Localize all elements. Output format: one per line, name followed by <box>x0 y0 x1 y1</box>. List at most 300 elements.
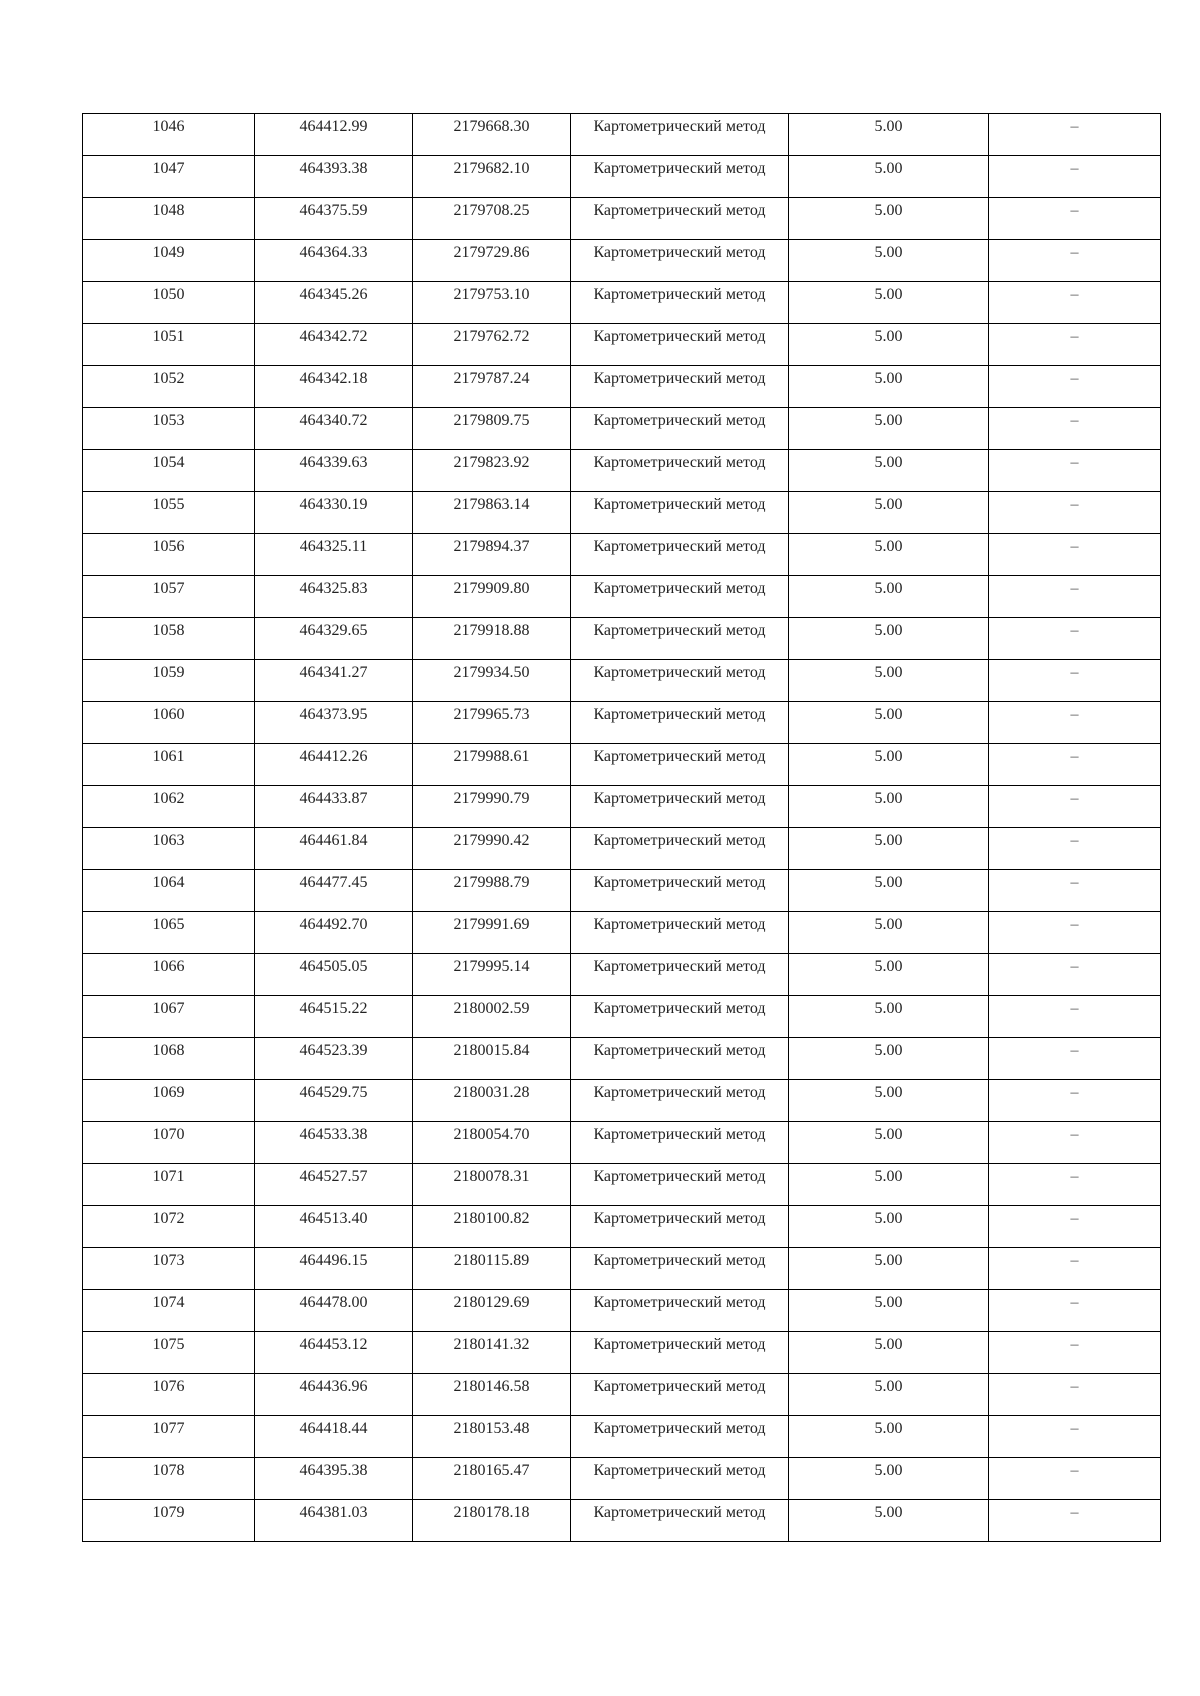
table-row <box>83 366 1161 408</box>
accuracy-text: 5.00 <box>874 1084 903 1101</box>
x-coordinate-text: 464381.03 <box>299 1504 368 1521</box>
y-coordinate-cell <box>413 492 571 534</box>
y-coordinate-text: 2179668.30 <box>453 118 530 135</box>
x-coordinate-text: 464433.87 <box>299 790 368 807</box>
x-coordinate-cell <box>255 492 413 534</box>
table-row <box>83 450 1161 492</box>
method-text: Картометрический метод <box>593 1042 766 1059</box>
accuracy-cell <box>789 408 989 450</box>
point-number-cell <box>83 1122 255 1164</box>
x-coordinate-text: 464492.70 <box>299 916 368 933</box>
point-number-text: 1058 <box>152 622 185 639</box>
y-coordinate-cell <box>413 786 571 828</box>
method-cell <box>571 744 789 786</box>
method-cell <box>571 114 789 156</box>
accuracy-text: 5.00 <box>874 1252 903 1269</box>
y-coordinate-text: 2179708.25 <box>453 202 530 219</box>
y-coordinate-cell <box>413 534 571 576</box>
point-number-cell <box>83 1080 255 1122</box>
y-coordinate-cell <box>413 198 571 240</box>
note-text: – <box>1070 1042 1079 1059</box>
note-cell <box>989 1248 1161 1290</box>
point-number-cell <box>83 702 255 744</box>
point-number-cell <box>83 1290 255 1332</box>
table-row <box>83 954 1161 996</box>
x-coordinate-text: 464345.26 <box>299 286 368 303</box>
accuracy-cell <box>789 1458 989 1500</box>
note-cell <box>989 240 1161 282</box>
y-coordinate-cell <box>413 1080 571 1122</box>
y-coordinate-text: 2180100.82 <box>453 1210 530 1227</box>
x-coordinate-text: 464412.26 <box>299 748 368 765</box>
method-cell <box>571 1374 789 1416</box>
x-coordinate-cell <box>255 702 413 744</box>
point-number-cell <box>83 492 255 534</box>
note-cell <box>989 1164 1161 1206</box>
note-cell <box>989 1416 1161 1458</box>
note-cell <box>989 828 1161 870</box>
point-number-text: 1068 <box>152 1042 185 1059</box>
y-coordinate-cell <box>413 912 571 954</box>
note-text: – <box>1070 1462 1079 1479</box>
point-number-text: 1078 <box>152 1462 185 1479</box>
method-cell <box>571 1248 789 1290</box>
point-number-cell <box>83 1206 255 1248</box>
accuracy-cell <box>789 1206 989 1248</box>
x-coordinate-cell <box>255 282 413 324</box>
method-text: Картометрический метод <box>593 1126 766 1143</box>
method-text: Картометрический метод <box>593 1462 766 1479</box>
y-coordinate-cell <box>413 1458 571 1500</box>
method-text: Картометрический метод <box>593 118 766 135</box>
note-cell <box>989 996 1161 1038</box>
point-number-cell <box>83 366 255 408</box>
point-number-text: 1076 <box>152 1378 185 1395</box>
point-number-text: 1046 <box>152 118 185 135</box>
table-row <box>83 1290 1161 1332</box>
note-cell <box>989 492 1161 534</box>
accuracy-text: 5.00 <box>874 664 903 681</box>
y-coordinate-text: 2179934.50 <box>453 664 530 681</box>
note-text: – <box>1070 1084 1079 1101</box>
accuracy-text: 5.00 <box>874 1042 903 1059</box>
point-number-cell <box>83 912 255 954</box>
x-coordinate-cell <box>255 408 413 450</box>
method-cell <box>571 954 789 996</box>
note-cell <box>989 912 1161 954</box>
method-cell <box>571 786 789 828</box>
x-coordinate-cell <box>255 1290 413 1332</box>
method-text: Картометрический метод <box>593 622 766 639</box>
method-cell <box>571 450 789 492</box>
method-text: Картометрический метод <box>593 790 766 807</box>
y-coordinate-text: 2179729.86 <box>453 244 530 261</box>
y-coordinate-cell <box>413 1332 571 1374</box>
y-coordinate-text: 2179894.37 <box>453 538 530 555</box>
table-row <box>83 1416 1161 1458</box>
note-cell <box>989 954 1161 996</box>
x-coordinate-cell <box>255 198 413 240</box>
x-coordinate-cell <box>255 1374 413 1416</box>
x-coordinate-text: 464364.33 <box>299 244 368 261</box>
y-coordinate-cell <box>413 576 571 618</box>
y-coordinate-text: 2180146.58 <box>453 1378 530 1395</box>
accuracy-cell <box>789 1080 989 1122</box>
note-text: – <box>1070 160 1079 177</box>
method-text: Картометрический метод <box>593 1336 766 1353</box>
point-number-text: 1077 <box>152 1420 185 1437</box>
table-row <box>83 660 1161 702</box>
note-text: – <box>1070 790 1079 807</box>
x-coordinate-text: 464477.45 <box>299 874 368 891</box>
point-number-text: 1069 <box>152 1084 185 1101</box>
accuracy-cell <box>789 1500 989 1542</box>
y-coordinate-text: 2179965.73 <box>453 706 530 723</box>
x-coordinate-cell <box>255 114 413 156</box>
note-text: – <box>1070 412 1079 429</box>
method-cell <box>571 240 789 282</box>
y-coordinate-cell <box>413 1374 571 1416</box>
point-number-text: 1052 <box>152 370 185 387</box>
x-coordinate-cell <box>255 828 413 870</box>
y-coordinate-cell <box>413 408 571 450</box>
y-coordinate-text: 2180115.89 <box>453 1252 530 1269</box>
note-text: – <box>1070 1378 1079 1395</box>
method-cell <box>571 1164 789 1206</box>
note-text: – <box>1070 496 1079 513</box>
point-number-cell <box>83 198 255 240</box>
table-row <box>83 1080 1161 1122</box>
x-coordinate-text: 464373.95 <box>299 706 368 723</box>
point-number-text: 1070 <box>152 1126 185 1143</box>
method-text: Картометрический метод <box>593 370 766 387</box>
point-number-cell <box>83 954 255 996</box>
method-text: Картометрический метод <box>593 1420 766 1437</box>
x-coordinate-cell <box>255 996 413 1038</box>
method-text: Картометрический метод <box>593 202 766 219</box>
point-number-text: 1055 <box>152 496 185 513</box>
accuracy-text: 5.00 <box>874 160 903 177</box>
note-cell <box>989 534 1161 576</box>
point-number-text: 1065 <box>152 916 185 933</box>
method-cell <box>571 1458 789 1500</box>
method-text: Картометрический метод <box>593 496 766 513</box>
table-row <box>83 1458 1161 1500</box>
y-coordinate-cell <box>413 450 571 492</box>
point-number-text: 1049 <box>152 244 185 261</box>
accuracy-cell <box>789 534 989 576</box>
accuracy-text: 5.00 <box>874 1168 903 1185</box>
x-coordinate-text: 464393.38 <box>299 160 368 177</box>
table-row <box>83 240 1161 282</box>
x-coordinate-text: 464395.38 <box>299 1462 368 1479</box>
accuracy-text: 5.00 <box>874 202 903 219</box>
point-number-text: 1048 <box>152 202 185 219</box>
table-row <box>83 1164 1161 1206</box>
point-number-cell <box>83 282 255 324</box>
x-coordinate-text: 464341.27 <box>299 664 368 681</box>
y-coordinate-text: 2179787.24 <box>453 370 530 387</box>
x-coordinate-cell <box>255 744 413 786</box>
method-text: Картометрический метод <box>593 748 766 765</box>
x-coordinate-cell <box>255 1206 413 1248</box>
accuracy-text: 5.00 <box>874 1462 903 1479</box>
point-number-cell <box>83 618 255 660</box>
accuracy-cell <box>789 660 989 702</box>
note-text: – <box>1070 454 1079 471</box>
method-cell <box>571 1038 789 1080</box>
accuracy-cell <box>789 1332 989 1374</box>
point-number-text: 1064 <box>152 874 185 891</box>
method-text: Картометрический метод <box>593 286 766 303</box>
x-coordinate-text: 464412.99 <box>299 118 368 135</box>
point-number-cell <box>83 450 255 492</box>
note-cell <box>989 1374 1161 1416</box>
method-text: Картометрический метод <box>593 412 766 429</box>
point-number-cell <box>83 1038 255 1080</box>
point-number-text: 1067 <box>152 1000 185 1017</box>
point-number-cell <box>83 828 255 870</box>
accuracy-cell <box>789 618 989 660</box>
method-cell <box>571 534 789 576</box>
method-cell <box>571 702 789 744</box>
method-cell <box>571 324 789 366</box>
y-coordinate-text: 2180078.31 <box>453 1168 530 1185</box>
note-text: – <box>1070 874 1079 891</box>
note-cell <box>989 282 1161 324</box>
accuracy-cell <box>789 492 989 534</box>
accuracy-text: 5.00 <box>874 1294 903 1311</box>
table-row <box>83 996 1161 1038</box>
accuracy-cell <box>789 1038 989 1080</box>
accuracy-text: 5.00 <box>874 748 903 765</box>
note-text: – <box>1070 370 1079 387</box>
x-coordinate-text: 464325.83 <box>299 580 368 597</box>
point-number-cell <box>83 996 255 1038</box>
method-text: Картометрический метод <box>593 664 766 681</box>
x-coordinate-text: 464533.38 <box>299 1126 368 1143</box>
table-row <box>83 870 1161 912</box>
method-text: Картометрический метод <box>593 538 766 555</box>
method-cell <box>571 366 789 408</box>
x-coordinate-cell <box>255 1080 413 1122</box>
accuracy-cell <box>789 324 989 366</box>
note-text: – <box>1070 1420 1079 1437</box>
note-cell <box>989 1122 1161 1164</box>
note-cell <box>989 366 1161 408</box>
table-row <box>83 1122 1161 1164</box>
table-row <box>83 1038 1161 1080</box>
x-coordinate-text: 464436.96 <box>299 1378 368 1395</box>
method-cell <box>571 912 789 954</box>
method-cell <box>571 492 789 534</box>
method-text: Картометрический метод <box>593 1210 766 1227</box>
y-coordinate-text: 2180031.28 <box>453 1084 530 1101</box>
accuracy-text: 5.00 <box>874 706 903 723</box>
y-coordinate-cell <box>413 1038 571 1080</box>
point-number-text: 1066 <box>152 958 185 975</box>
point-number-text: 1050 <box>152 286 185 303</box>
method-cell <box>571 1206 789 1248</box>
point-number-text: 1074 <box>152 1294 185 1311</box>
x-coordinate-text: 464330.19 <box>299 496 368 513</box>
point-number-cell <box>83 576 255 618</box>
table-row <box>83 114 1161 156</box>
method-cell <box>571 156 789 198</box>
note-cell <box>989 870 1161 912</box>
table-row <box>83 786 1161 828</box>
y-coordinate-text: 2179918.88 <box>453 622 530 639</box>
y-coordinate-text: 2179762.72 <box>453 328 530 345</box>
note-text: – <box>1070 328 1079 345</box>
accuracy-cell <box>789 786 989 828</box>
table-row <box>83 576 1161 618</box>
x-coordinate-cell <box>255 660 413 702</box>
method-cell <box>571 198 789 240</box>
note-text: – <box>1070 202 1079 219</box>
note-cell <box>989 1458 1161 1500</box>
x-coordinate-text: 464461.84 <box>299 832 368 849</box>
x-coordinate-text: 464453.12 <box>299 1336 368 1353</box>
y-coordinate-text: 2180141.32 <box>453 1336 530 1353</box>
table-row <box>83 198 1161 240</box>
point-number-text: 1053 <box>152 412 185 429</box>
y-coordinate-cell <box>413 828 571 870</box>
y-coordinate-text: 2179753.10 <box>453 286 530 303</box>
accuracy-cell <box>789 450 989 492</box>
point-number-text: 1063 <box>152 832 185 849</box>
accuracy-cell <box>789 828 989 870</box>
x-coordinate-cell <box>255 1038 413 1080</box>
table-row <box>83 744 1161 786</box>
accuracy-text: 5.00 <box>874 286 903 303</box>
x-coordinate-cell <box>255 450 413 492</box>
accuracy-text: 5.00 <box>874 412 903 429</box>
y-coordinate-text: 2180178.18 <box>453 1504 530 1521</box>
point-number-cell <box>83 156 255 198</box>
method-text: Картометрический метод <box>593 958 766 975</box>
note-cell <box>989 408 1161 450</box>
x-coordinate-cell <box>255 1458 413 1500</box>
note-cell <box>989 114 1161 156</box>
x-coordinate-text: 464418.44 <box>299 1420 368 1437</box>
table-body <box>83 114 1161 1542</box>
accuracy-cell <box>789 1416 989 1458</box>
x-coordinate-cell <box>255 324 413 366</box>
x-coordinate-text: 464529.75 <box>299 1084 368 1101</box>
point-number-text: 1047 <box>152 160 185 177</box>
method-text: Картометрический метод <box>593 874 766 891</box>
accuracy-cell <box>789 1290 989 1332</box>
y-coordinate-text: 2179988.79 <box>453 874 530 891</box>
accuracy-cell <box>789 1122 989 1164</box>
accuracy-text: 5.00 <box>874 244 903 261</box>
point-number-text: 1075 <box>152 1336 185 1353</box>
x-coordinate-text: 464527.57 <box>299 1168 368 1185</box>
y-coordinate-cell <box>413 1206 571 1248</box>
method-text: Картометрический метод <box>593 580 766 597</box>
note-text: – <box>1070 1504 1079 1521</box>
note-text: – <box>1070 1126 1079 1143</box>
x-coordinate-cell <box>255 912 413 954</box>
table-row <box>83 618 1161 660</box>
note-cell <box>989 1290 1161 1332</box>
x-coordinate-cell <box>255 870 413 912</box>
note-text: – <box>1070 1000 1079 1017</box>
x-coordinate-text: 464515.22 <box>299 1000 368 1017</box>
note-cell <box>989 1500 1161 1542</box>
y-coordinate-text: 2180153.48 <box>453 1420 530 1437</box>
note-text: – <box>1070 118 1079 135</box>
point-number-text: 1071 <box>152 1168 185 1185</box>
point-number-cell <box>83 114 255 156</box>
y-coordinate-cell <box>413 1164 571 1206</box>
accuracy-cell <box>789 282 989 324</box>
point-number-text: 1073 <box>152 1252 185 1269</box>
method-cell <box>571 1500 789 1542</box>
method-text: Картометрический метод <box>593 832 766 849</box>
note-cell <box>989 1332 1161 1374</box>
y-coordinate-cell <box>413 996 571 1038</box>
x-coordinate-cell <box>255 366 413 408</box>
y-coordinate-text: 2180165.47 <box>453 1462 530 1479</box>
accuracy-cell <box>789 576 989 618</box>
x-coordinate-cell <box>255 786 413 828</box>
note-text: – <box>1070 286 1079 303</box>
method-text: Картометрический метод <box>593 706 766 723</box>
x-coordinate-text: 464375.59 <box>299 202 368 219</box>
accuracy-text: 5.00 <box>874 580 903 597</box>
y-coordinate-cell <box>413 660 571 702</box>
note-text: – <box>1070 1168 1079 1185</box>
accuracy-text: 5.00 <box>874 832 903 849</box>
accuracy-text: 5.00 <box>874 496 903 513</box>
accuracy-cell <box>789 366 989 408</box>
point-number-text: 1061 <box>152 748 185 765</box>
point-number-text: 1056 <box>152 538 185 555</box>
y-coordinate-cell <box>413 702 571 744</box>
table-row <box>83 534 1161 576</box>
note-cell <box>989 198 1161 240</box>
table-row <box>83 324 1161 366</box>
y-coordinate-cell <box>413 1122 571 1164</box>
accuracy-text: 5.00 <box>874 1378 903 1395</box>
y-coordinate-text: 2179991.69 <box>453 916 530 933</box>
x-coordinate-text: 464329.65 <box>299 622 368 639</box>
method-text: Картометрический метод <box>593 244 766 261</box>
x-coordinate-cell <box>255 1248 413 1290</box>
x-coordinate-text: 464342.72 <box>299 328 368 345</box>
y-coordinate-text: 2179809.75 <box>453 412 530 429</box>
accuracy-text: 5.00 <box>874 916 903 933</box>
y-coordinate-text: 2179995.14 <box>453 958 530 975</box>
x-coordinate-text: 464339.63 <box>299 454 368 471</box>
method-cell <box>571 996 789 1038</box>
x-coordinate-cell <box>255 156 413 198</box>
accuracy-cell <box>789 996 989 1038</box>
note-cell <box>989 786 1161 828</box>
accuracy-text: 5.00 <box>874 622 903 639</box>
note-cell <box>989 1080 1161 1122</box>
y-coordinate-text: 2179909.80 <box>453 580 530 597</box>
point-number-cell <box>83 1248 255 1290</box>
note-text: – <box>1070 244 1079 261</box>
x-coordinate-cell <box>255 618 413 660</box>
note-text: – <box>1070 580 1079 597</box>
table-row <box>83 408 1161 450</box>
accuracy-text: 5.00 <box>874 1126 903 1143</box>
table-row <box>83 156 1161 198</box>
